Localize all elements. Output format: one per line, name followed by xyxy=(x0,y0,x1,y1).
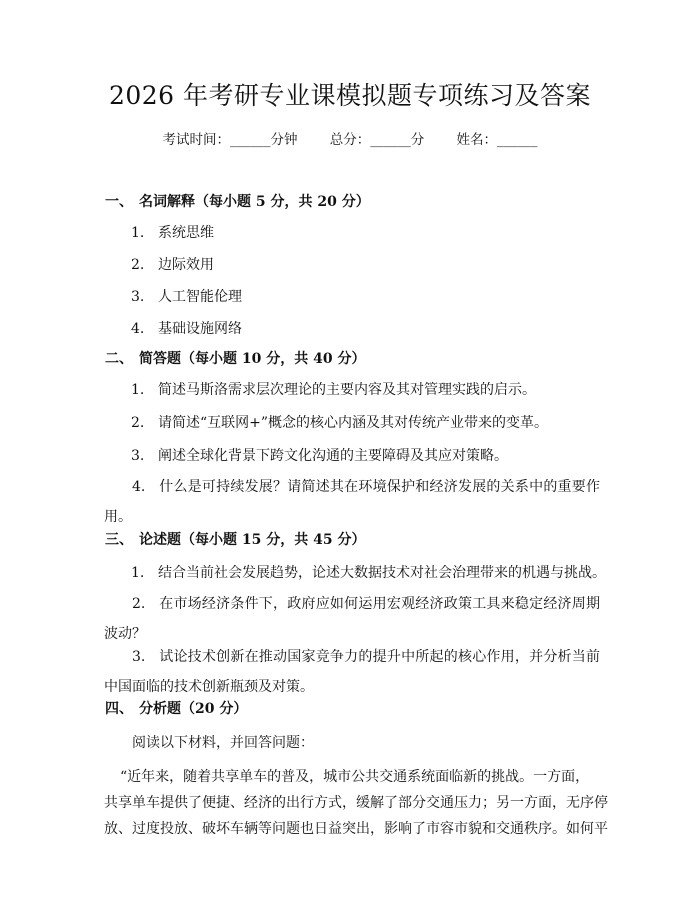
list-item xyxy=(131,378,536,402)
section-heading-2 xyxy=(105,347,365,371)
list-item xyxy=(104,642,600,702)
page-title: 2026 年考研专业课模拟题专项练习及答案 xyxy=(108,81,592,110)
list-item xyxy=(104,472,600,532)
section-heading-3 xyxy=(105,528,365,552)
item-number: 3. xyxy=(132,649,146,665)
section-title: 论述题（每小题 15 分，共 45 分） xyxy=(139,532,366,548)
item-number: 2. xyxy=(132,596,146,612)
item-number: 3. xyxy=(131,448,145,464)
instruction-text: 阅读以下材料，并回答问题： xyxy=(132,735,314,751)
item-text: 简述马斯洛需求层次理论的主要内容及其对管理实践的启示。 xyxy=(158,382,536,398)
section-number: 四、 xyxy=(105,701,133,717)
item-number: 4. xyxy=(131,321,145,337)
list-item xyxy=(131,285,242,309)
item-text: 基础设施网络 xyxy=(158,321,242,337)
list-item xyxy=(131,444,508,468)
section-title: 名词解释（每小题 5 分，共 20 分） xyxy=(139,194,370,210)
material-line: 共享单车提供了便捷、经济的出行方式，缓解了部分交通压力；另一方面，无序停 xyxy=(104,795,608,811)
item-text: 边际效用 xyxy=(158,257,214,273)
name-label: 姓名：______ xyxy=(456,132,538,148)
material-line: 放、过度投放、破坏车辆等问题也日益突出，影响了市容市貌和交通秩序。如何平 xyxy=(104,821,608,837)
exam-info-line xyxy=(0,128,700,152)
item-number: 1. xyxy=(131,565,145,581)
item-number: 2. xyxy=(131,257,145,273)
item-text: 人工智能伦理 xyxy=(158,289,242,305)
section-title: 分析题（20 分） xyxy=(139,701,248,717)
item-number: 1. xyxy=(131,382,145,398)
list-item xyxy=(131,221,214,245)
section-heading-1 xyxy=(105,190,370,214)
total-score-label: 总分：______分 xyxy=(329,132,425,148)
item-text: 试论技术创新在推动国家竞争力的提升中所起的核心作用，并分析当前中国面临的技术创新瓶颈及对策。 xyxy=(104,649,600,695)
list-item xyxy=(131,317,242,341)
item-number: 1. xyxy=(131,225,145,241)
item-text: 阐述全球化背景下跨文化沟通的主要障碍及其应对策略。 xyxy=(158,448,508,464)
item-text: 结合当前社会发展趋势，论述大数据技术对社会治理带来的机遇与挑战。 xyxy=(158,565,606,581)
section-title: 简答题（每小题 10 分，共 40 分） xyxy=(139,351,366,367)
section-heading-4 xyxy=(105,697,247,721)
material-line: “近年来，随着共享单车的普及，城市公共交通系统面临新的挑战。一方面， xyxy=(120,769,590,785)
section-number: 二、 xyxy=(105,351,133,367)
exam-time-label: 考试时间：______分钟 xyxy=(162,132,298,148)
item-text: 系统思维 xyxy=(158,225,214,241)
list-item xyxy=(104,589,600,649)
list-item xyxy=(131,561,606,585)
item-number: 3. xyxy=(131,289,145,305)
section-number: 三、 xyxy=(105,532,133,548)
list-item xyxy=(131,253,214,277)
list-item xyxy=(131,411,548,435)
item-text: 在市场经济条件下，政府应如何运用宏观经济政策工具来稳定经济周期波动？ xyxy=(104,596,600,642)
item-text: 请简述“互联网+”概念的核心内涵及其对传统产业带来的变革。 xyxy=(158,415,549,431)
section-number: 一、 xyxy=(105,194,133,210)
item-text: 什么是可持续发展？请简述其在环境保护和经济发展的关系中的重要作用。 xyxy=(104,479,600,525)
item-number: 4. xyxy=(132,479,146,495)
item-number: 2. xyxy=(131,415,145,431)
